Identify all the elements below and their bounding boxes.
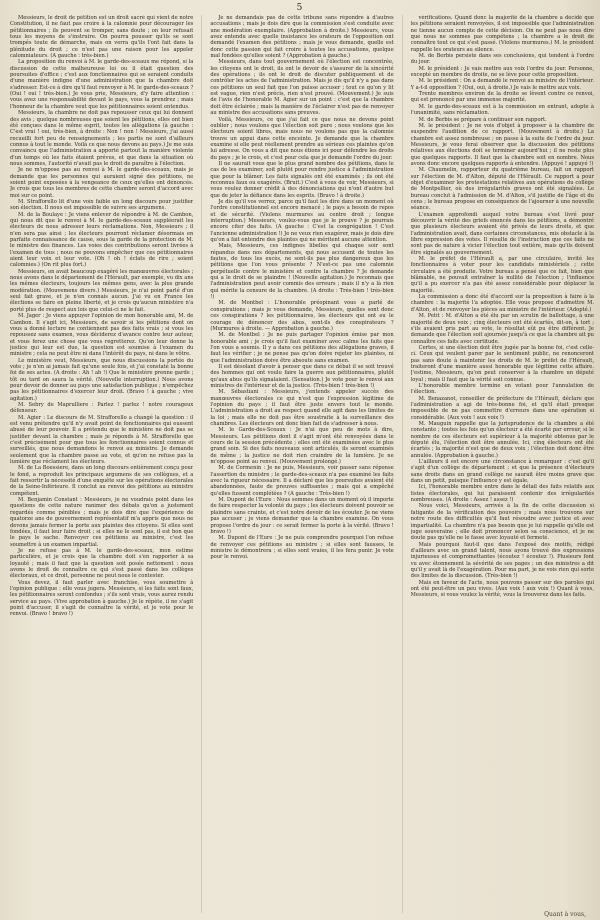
page-number: 5	[296, 3, 304, 13]
paragraph: Mais, Messieurs, ces indignes libelles qui chaque soir sont répandus dans nos départements, qui nous accusent de toutes les fautes, de tous les excès, ne sont-ils pas plus dangereux que les pétitions que l'on vous présente ? N'est-ce pas une calomnie perpétuelle contre le ministère et contre la chambre ? Je demande qui a le droit de se plaindre ! (Nouvelle agitation.) Je reconnais que l'administration peut avoir commis des erreurs ; mais il n'y a là rien qui mérite la censure de la chambre. (A droite : Très-bien ! très-bien !)	[210, 243, 394, 301]
paragraph: Messieurs, on avait beaucoup exagéré les manœuvres électorales ; nous avons dans le département de l'Hérault, par exemple, vu dix ans les mêmes électeurs, toujours les mêmes gens, avec la plus grande modération. (Mouvemens divers.) Messieurs, je n'ai point parlé d'un seul fait grave, et je n'en connais aucun. J'ai vu en France les élections se faire en pleine liberté, et je crois qu'aucun ministère n'a porté plus de respect aux lois que celui-ci ne le fait.	[10, 268, 194, 313]
paragraph: La commission a donc été d'accord sur la proposition à faire à la chambre : la majorité l'a adoptée. Elle vous propose d'admettre M. d'Alton, et de renvoyer les pièces au ministre de l'intérieur. (Adopté.)	[410, 294, 594, 313]
paragraph: M. le Garde-des-Sceaux : Je n'ai que peu de mots à dire, Messieurs. Les pétitions dont il s'agit m'ont été renvoyées dans le cours de la session précédente ; elles ont été examinées avec le plus grand soin. Si des faits nouveaux sont articulés, ils seront examinés de même ; la justice ne doit rien craindre de la lumière. Je ne m'oppose point au renvoi. (Mouvement prolongé.)	[210, 427, 394, 466]
paragraph: Le ministère veut, Messieurs, que nous discussions la portée du vote ; je n'en ai jamais fait qu'une seule fois, et j'ai constaté la bonne foi de ses actes. (A droite : Ah ! ah !) Que le ministère prenne garde ; tôt ou tard on saura la vérité. (Nouvelle interruption.) Nous avons pour devoir de donner au pays une satisfaction publique ; n'empêchez pas les pétitionnaires d'exercer leur droit. (Bravo ! à gauche ; vive agitation.)	[10, 357, 194, 402]
paragraph: Mais en faveur de l'acte, nous pouvons passer sur des paroles qui ont été peut-être un peu vives. (Aux voix ! aux voix !) Quant à vous, Messieurs, si vous voulez la vérité, vous la trouverez dans les faits.	[410, 579, 594, 599]
paragraph: Je ne m'oppose pas au renvoi à M. le garde-des-sceaux, mais je demande que les personnes qui auraient signé des pétitions, ne soient point exposées à la vengeance de ceux qu'elles ont dénoncés. Je crois que tous les membres de cette chambre seront d'accord avec moi sur ce point.	[10, 167, 194, 199]
paragraph: Certes, si une élection doit être jugée par la bonne foi, c'est celle-ci. Ceux qui veulent parer par le sentiment public, ne renonceront pas sans doute à maintenir les droits de M. le préfet de l'Hérault, traiteront d'une manière aussi honorable que légitime cette affaire. J'estime, Messieurs, qu'on peut conserver à la chambre un député loyal ; mais il faut que la vérité soit connue.	[410, 344, 594, 383]
continuation-text: Quant à vous,	[544, 911, 586, 918]
paragraph: M. de La Boessiere, dans un long discours entièrement conçu pour le fond, a reproduit les principaux argumens de ses collègues, et a fait ressortir la nécessité d'une enquête sur les opérations électorales de la Seine-Inférieure. Il conclut au renvoi des pétitions au ministre compétent.	[10, 465, 194, 497]
paragraph: M. de la Boulaye : Je viens enlever de répondre à M. de Cambon, qui nous dit que le renvoi à M. le garde-des-sceaux suppléerait les électeurs de nous adresser leurs réclamations. Non, Messieurs ; il n'en sera pas ainsi ; les électeurs pourront réclamer désormais en parfaite connaissance de cause, sous la garde de la protection de M. le ministre des finances. Les voies des contributions seront livrées à l'examen de tous ; nous ne pouvons empêcher que ces pétitionnaires aient leur voix et leur vote. (Oh ! oh ! éclats de rire ; soient calomnies.) (On rit plus fort.)	[10, 211, 194, 269]
paragraph: M. le président : Je vais mettre aux voix l'ordre du jour. Personne, excepté un membre de droite, ne se lève pour cette proposition.	[410, 65, 594, 79]
paragraph: M. le président : On a demandé le renvoi au ministre de l'intérieur. Y a-t-il opposition ? (Oui, oui, à droite.) Je vais le mettre aux voix.	[410, 78, 594, 91]
paragraph: M. Sébastiani : Messieurs, j'entends appeler succès des manœuvres électorales ce qui n'est que l'expression légitime de l'opinion du pays ; il faut être juste envers tout le monde. L'administration a droit au respect quand elle agit dans les limites de la loi ; mais elle ne doit pas être soustraite à la surveillance des chambres. Les électeurs ont donc bien fait de s'adresser à nous.	[210, 389, 394, 427]
paragraph: Messieurs, dans tout gouvernement où l'élection est concentrée, les citoyens ont le droit, ils ont le devoir de s'assurer de la sincérité des opérations ; ils ont le droit de discuter publiquement et de contrôler les actes de l'administration. Mais je dis qu'il n'y a pas dans ces pétitions un seul fait que l'on puisse accuser ; tout ce qu'on y lit est vague, rien n'est précis, rien n'est prouvé. (Mouvement.) Je suis de l'avis de l'honorable M. Agier sur un point : c'est que la chambre doit être éclairée ; mais la manière de l'éclairer n'est pas de renvoyer au ministre des accusations sans preuves.	[210, 59, 394, 117]
paragraph: M. de Montbel : Je ne puis partager l'opinion émise par mon honorable ami ; je crois qu'il faut examiner avec calme les faits que l'on vous a soumis. Il y a dans ces pétitions des allégations graves, il faut les vérifier ; je ne pense pas qu'on doive rejeter les plaintes, ni que l'administration doive être absoute sans examen.	[210, 332, 394, 364]
paragraph: M. le garde-des-sceaux est à la commission en entrant, adopte à l'unanimité, sans réclamation.	[410, 103, 594, 117]
paragraph: M. de Cormenin : Je ne puis, Messieurs, voir passer sans réponse l'assertion du ministre ; le garde-des-sceaux n'a pas examiné les faits avec la rigueur nécessaire. Il a déclaré que les poursuites avaient été abandonnées, faute de preuves suffisantes ; mais qui a empêché qu'elles fussent complétées ? (A gauche : Très-bien !)	[210, 465, 394, 497]
paragraph: Messieurs, le droit de pétition est un droit sacré qui vient de notre Constitution, il ne faut pas croire à la calomnie pour décourager les pétitionnaires ; ils peuvent se tromper, sans doute ; on leur refusait tous les moyens de s'instruire. On pourra pousser qu'ils se sont trompés toute de démarche, mais on verra qu'ils l'ont fait dans la plénitude du droit ; ce n'est pas une raison pour les appeler calomniateurs. (A gauche : très-bien.)	[10, 15, 194, 60]
paragraph: Il est désolant d'avoir à penser que dans ce débat il se soit trouvé des hommes qui ont voulu faire la guerre aux pétitionnaires, plutôt qu'aux abus qu'ils signalaient. (Sensation.) Je vote pour le renvoi aux ministres de l'intérieur et de la justice. (Très-bien ! très-bien !)	[210, 363, 394, 389]
paragraph: M. Dupont de l'Eure : Nous sommes dans un moment où il importe de faire respecter la volonté du pays ; les électeurs doivent pouvoir se plaindre sans crainte, et c'est notre devoir de les écouter. Je ne viens pas accuser ; je viens demander que la chambre examine. On vous propose l'ordre du jour : ce serait fermer la porte à la vérité. (Bravo ! bravo !)	[210, 497, 394, 535]
paragraph: Je ne demandais pas de cette tribune sans répondre à d'autres accusations ; mais je dois dire que la commission s'est conduite avec une modération exemplaire. (Approbation à droite.) Messieurs, vous avez entendu avec quelle insistance les orateurs de l'opposition ont demandé l'examen des pétitions ; mais je vous demande, quelle est donc cette passion qui fait croire à toutes les accusations, quelque mal fondées qu'elles soient ? (Approbation à gauche.)	[210, 15, 394, 60]
paragraph: Ici, l'honorable membre entre dans le détail des faits relatifs aux listes électorales, qui lui paraissent contenir des irrégularités nombreuses. (A droite : Assez ! assez !)	[410, 484, 594, 504]
paragraph: M. Jager : Je viens appuyer l'opinion de mon honorable ami, M. de Cambon. Il s'agit ici, Messieurs, de savoir si les pétitions dont on vous a donné lecture ne contiennent pas des faits vrais ; si vous les repoussez sans examen, vous déciderez d'avance contre leur auteur, et vous ferez une chose que vous regretterez. Qu'on leur donne la justice qui leur est due, la question est soumise à l'examen du ministre ; cela ne peut être ni dans l'intérêt du pays, ni dans le vôtre.	[10, 313, 194, 358]
paragraph: L'examen approfondi auquel votre bureau s'est livré pour découvrir la vérité des griefs énoncés dans les pétitions, a démontré que plusieurs électeurs avaient été privés de leurs droits, et que l'administration avait, dans certaines circonstances, mis obstacle à la libre expression des votes. Il résulte de l'instruction que ces faits ne sont pas de nature à vicier l'élection tout entière, mais qu'ils doivent être signalés au gouvernement.	[410, 211, 594, 256]
paragraph: M. de Berbis persiste dans ses conclusions, qui tendent à l'ordre du jour.	[410, 53, 594, 66]
paragraph: Trente membres environ de la droite se lèvent contre ce renvoi, qui est prononcé par une immense majorité.	[410, 91, 594, 104]
paragraph: M. le président : Je ne vois d'objet à proposer à la chambre de suspendre l'audition de ce rapport. (Mouvement à droite.) La chambre est assez nombreuse ; on passe à la suite de l'ordre du jour. Messieurs, je vous ferai observer que la discussion des pétitions relatives aux élections doit se terminer aujourd'hui ; il ne reste plus que quelques rapports. Il faut que la chambre soit en nombre. Nous avons donc encore quelques rapports à entendre. (Appuyé ! appuyé !)	[410, 122, 594, 167]
paragraph: Il ne saurait vous que le plus grand nombre des pétitions, dans le cas de les examiner, soit plutôt pour rendre justice à l'administration que pour la blâmer. Les faits signalés ont été examinés ; ils ont été reconnus faux ou exagérés. (Bruit.) C'est à vous de voir, Messieurs, si vous voulez donner crédit à des dénonciations qui n'ont d'autre but que de jeter la défiance dans les esprits. (Bravo ! à droite.)	[210, 160, 394, 199]
paragraph: M. Benazanot, conseiller de préfecture de l'Hérault, déclare que l'administration a agi de très-bonne foi, et qu'il était presque impossible de ne pas commettre d'erreurs dans une opération si considérable. (Aux voix ! aux voix !)	[410, 395, 594, 421]
column-rule	[402, 15, 403, 913]
paragraph: M. Petit : M. d'Alton a été élu par un scrutin de ballottage, à une majorité de deux voix ; cinq électeurs ont été écartés, dit-on, à tort ; s'ils avaient pris part au vote, le résultat eût pu être différent. Je demande que l'élection soit ajournée jusqu'à ce que la chambre ait pu connaître ces faits avec certitude.	[410, 313, 594, 345]
paragraph: M. Benjamin Constant : Messieurs, je ne voudrais point dans les questions de cette nature ranimer des débats qu'on a justement regardés comme pénibles ; mais je dois dire que l'expérience de quatorze ans de gouvernement représentatif m'a appris que nous ne devons jamais fermer la porte aux plaintes des citoyens. Si elles sont fondées, il faut leur faire droit ; si elles ne le sont pas, il est bon que le pays le sache. Renvoyer ces pétitions au ministre, c'est les soumettre à un examen impartial.	[10, 497, 194, 548]
paragraph: M. Dupont de l'Eure : Je ne puis comprendre pourquoi l'on refuse de renvoyer ces pétitions au ministre ; si elles sont fausses, le ministre le démontrera ; si elles sont vraies, il les fera punir. Je vote pour le renvoi.	[210, 535, 394, 561]
paragraph: vérifications. Quand donc la majorité de la chambre a décidé que les pétitions seraient renvoyées, il est impossible que l'administration ne tienne aucun compte de cette décision. On ne peut pas nous dire que nous ne sommes pas compétens ; la chambre a le droit de connaître tout ce qui s'est passé. (Violens murmures.) M. le président rappelle les orateurs au silence.	[410, 15, 594, 53]
paragraph: Voilà, Messieurs, ce que j'ai fait ce que nous ne devons point oublier ; nous voulons que l'élection soit pure ; nous voulons que les électeurs soient libres, mais nous ne voulons pas que la calomnie trouve un appui dans cette enceinte. Je demande que la chambre examine si elle peut réellement prendre au sérieux ces plaintes qu'on lui adresse. On vous a dit que nous étions ici pour défendre les droits du pays ; je le crois, et c'est pour cela que je demande l'ordre du jour.	[210, 116, 394, 161]
paragraph: M. de Montbel : L'honorable préopinant vous a parlé de conspirations ; mais je vous demande, Messieurs, quelles sont donc ces conspirations ? les pétitionnaires, les électeurs qui ont eu le courage de dénoncer des abus, sont-ils des conspirateurs ? (Murmures à droite. — Approbation à gauche.)	[210, 300, 394, 332]
paragraph: L'honorable membre termine en votant pour l'annulation de l'élection.	[410, 382, 594, 396]
paragraph: Vous devez, il faut parler avec franchise, vous soumettre à l'opinion publique : elle vous jugera. Messieurs, si les faits sont faux, les pétitionnaires seront confondus ; s'ils sont vrais, vous aurez rendu service au pays. (Vive approbation à gauche.) Je le répète, il ne s'agit point d'accuser, il s'agit de connaître la vérité, et je vote pour le renvoi. (Bravo ! bravo !)	[10, 579, 194, 618]
paragraph: La proposition du renvoi à M. le garde-des-sceaux me répond, si la discussion de cette malheureuse loi ou il était question des poursuites d'office ; c'est aux fonctionnaires qui se seraient conduits d'une manière indigne d'une administration que la chambre doit s'adresser. Est-ce à dire qu'il faut renvoyer à M. le garde-des-sceaux ? (Oui ! oui ! très-bien.) Je vous prie, Messieurs, d'y faire attention : vous avez une responsabilité devant le pays, vous la prendrez ; mais l'honneur de la chambre veut que les pétitionnaires soient entendus.	[10, 59, 194, 110]
paragraph: Je dis qu'il vos verrez, parce qu'il faut les dire dans un moment où l'ordre constitutionnel est encore menacé ; le pays a besoin de repos et de sécurité. (Violens murmures au centre droit ; longue interruption.) Messieurs, voulez-vous que je le prouve ? je pourrais encore citer des faits. (A gauche : C'est la congrégation ! C'est l'ancienne administration !) Je ne veux rien exagérer, mais je dois dire qu'on a fait entendre des plaintes qui ne méritent aucune attention.	[210, 198, 394, 244]
paragraph: M. Chaumelin, rapporteur du quatrième bureau, fait un rapport sur l'élection de M. d'Alton, député de l'Hérault. Ce rapport a pour objet d'examiner les protestations relatives aux opérations du collège de Montpellier, où des irrégularités graves ont été signalées. Le bureau conclut à l'admission de M. d'Alton, s'il justifie de l'âge et du cens ; le bureau propose en conséquence de l'ajourner à une nouvelle séance.	[410, 167, 594, 212]
paragraph: Nous voici, Messieurs, arrivés à la fin de cette discussion si fatigante de la vérification des pouvoirs ; mais nous trouvons sur notre route des difficultés qu'il faut résoudre avec justice et avec impartialité. La chambre n'a pas besoin que je lui rappelle qu'elle est juge souveraine ; elle doit prononcer selon sa conscience, et je ne doute pas qu'elle ne le fasse avec loyauté et fermeté.	[410, 503, 594, 542]
paragraph: M. Agier : Le discours de M. Strafforello a changé la question : il est venu prétendre qu'il n'y avait point de fonctionnaires qui eussent abusé de leur pouvoir. Il a prétendu que le ministère ne doit pas se justifier devant la chambre ; mais je réponds à M. Strafforello que c'est précisément pour que tous les fonctionnaires soient connus et surveillés, que nous demandons le renvoi au ministre. Je demande seulement que la chambre passe au vote, et qu'on ne refuse pas la lumière que réclament les électeurs.	[10, 414, 194, 466]
paragraph: Je ne refuse pas à M. le garde-des-sceaux, mon estime particulière, et je crois que la chambre doit s'en rapporter à sa loyauté ; mais il faut que la question soit posée nettement : nous avons le droit de connaître ce qui s'est passé dans les collèges électoraux, et ce droit, personne ne peut nous le contester.	[10, 547, 194, 580]
paragraph: M. de Berbis se prépare à continuer son rapport.	[418, 116, 547, 123]
paragraph: M. Strafforello lit d'une voix faible un long discours pour justifier son élection. Il nous est impossible de suivre ses argumens.	[10, 198, 194, 212]
column-rule	[201, 15, 202, 913]
paragraph: M. Sebry de Maprulliere : Parlez ! parlez ! notre courageux défenseur.	[10, 401, 194, 415]
paragraph: Messieurs, la chambre ne doit pas repousser ceux qui lui donnent des avis ; quelque nombreuses que soient les pétitions, elles ont bien été conçues dans le même esprit, toutes les allégations (à gauche : C'est vrai ! oui, très-bien, à droite : Non ! non ! Messieurs, j'ai aussi recueilli fort peu de renseignements ; les partis ne sont d'ailleurs connus à tout le monde. Voilà ce que nous devons au pays.) Je me suis convaincu que l'administration a apporté partout la manière violente d'un temps où les faits étaient prévus, et que dans la situation où nous sommes, l'autorité n'avait pas le droit de paraître à l'élection.	[10, 110, 194, 167]
text-columns	[10, 15, 594, 913]
column-left	[10, 15, 193, 913]
paragraph: M. Mauguin rappelle que la jurisprudence de la chambre a été constante ; toutes les fois qu'un électeur a été écarté par erreur, si le nombre de ces électeurs est supérieur à la majorité obtenue par le député élu, l'élection doit être annulée. Ici, cinq électeurs ont été écartés ; la majorité n'est que de deux voix ; l'élection doit donc être annulée. (Approbation à gauche.)	[410, 421, 594, 459]
paragraph: Mais pourquoi faut-il que dans l'exposé des motifs, rédigé d'ailleurs avec un grand talent, nous ayons trouvé des expressions injurieuses et compromettantes (écoutez ! écoutez !). Plusieurs font vu avec étonnement la sévérité de ses pages ; un des ministres a dit qu'il y avait là de l'exagération. Pour ma part, je ne vois rien qui sorte des limites de la discussion. (Très-bien !)	[410, 541, 594, 580]
column-middle	[210, 15, 393, 913]
paragraph: L'ailleurs il est encore une circonstance à remarquer : c'est qu'il s'agit d'un collège de département ; et que la présence d'électeurs sans droits dans un grand collège ne saurait être moins grave que dans un petit, puisque l'influence y est égale.	[410, 459, 594, 485]
paragraph: M. le préfet de l'Hérault a, par une circulaire, invité les fonctionnaires à voter pour les candidats ministériels ; cette circulaire a été produite. Votre bureau a pensé que ce fait, bien que blâmable, ne pouvait entraîner la nullité de l'élection ; l'influence qu'il a pu exercer n'a pas été assez considérable pour déplacer la majorité.	[410, 256, 594, 294]
column-right	[411, 15, 594, 913]
